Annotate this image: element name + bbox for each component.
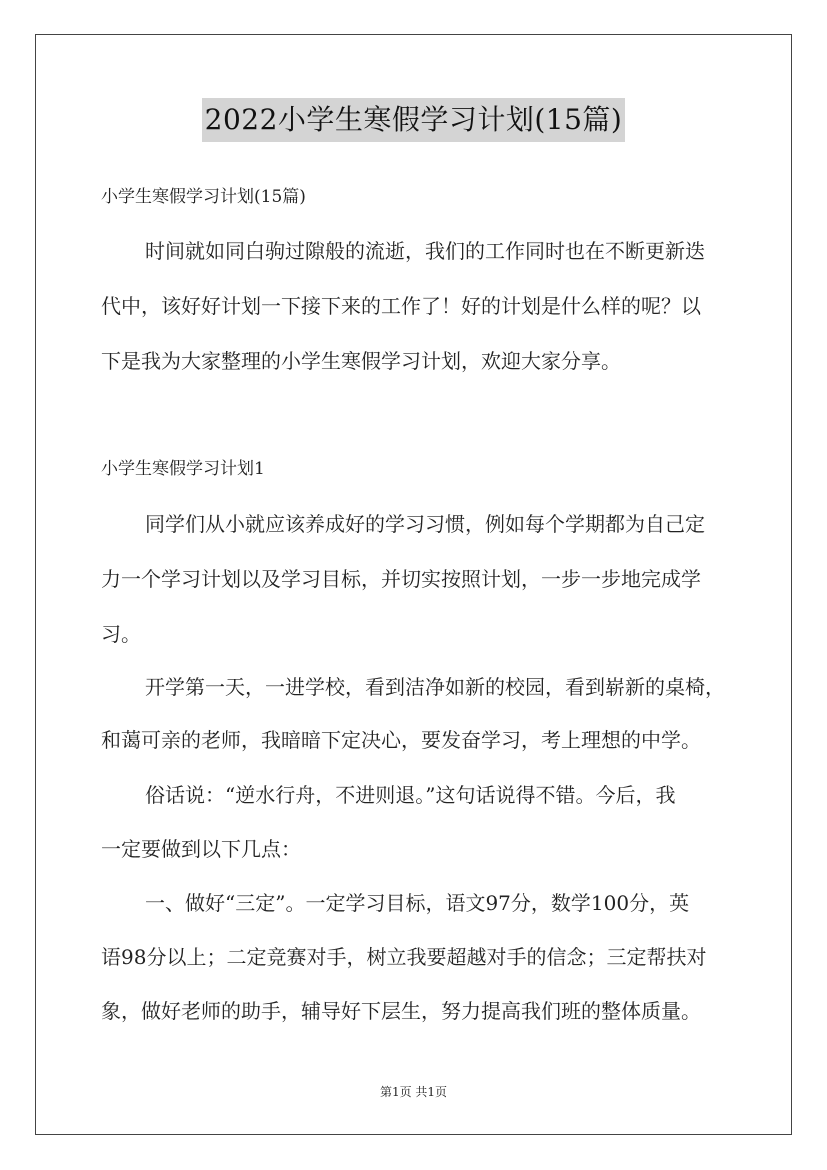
body-line: 习。 [101, 622, 141, 646]
title-container [0, 98, 827, 142]
document-subtitle: 小学生寒假学习计划(15篇) [101, 187, 306, 207]
body-line: 同学们从小就应该养成好的学习习惯，例如每个学期都为自己定 [145, 512, 705, 536]
body-line: 俗话说：“逆水行舟，不进则退。”这句话说得不错。今后，我 [145, 783, 676, 807]
body-line: 象，做好老师的助手，辅导好下层生，努力提高我们班的整体质量。 [101, 999, 701, 1023]
body-line: 一定要做到以下几点： [101, 837, 301, 861]
body-line: 一、做好“三定”。一定学习目标，语文97分，数学100分，英 [145, 891, 690, 915]
document-title: 2022小学生寒假学习计划(15篇) [202, 98, 626, 142]
intro-line-1: 时间就如同白驹过隙般的流逝，我们的工作同时也在不断更新迭 [145, 239, 705, 263]
page-footer: 第1页 共1页 [379, 1085, 448, 1099]
body-line: 开学第一天，一进学校，看到洁净如新的校园，看到崭新的桌椅， [145, 675, 725, 699]
section-heading: 小学生寒假学习计划1 [101, 459, 265, 479]
body-line: 和蔼可亲的老师，我暗暗下定决心，要发奋学习，考上理想的中学。 [101, 728, 701, 752]
intro-line-2: 代中，该好好计划一下接下来的工作了！好的计划是什么样的呢？以 [101, 294, 701, 318]
body-line: 力一个学习计划以及学习目标，并切实按照计划，一步一步地完成学 [101, 567, 701, 591]
intro-line-3: 下是我为大家整理的小学生寒假学习计划，欢迎大家分享。 [101, 349, 621, 373]
body-line: 语98分以上；二定竞赛对手，树立我要超越对手的信念；三定帮扶对 [101, 945, 707, 969]
